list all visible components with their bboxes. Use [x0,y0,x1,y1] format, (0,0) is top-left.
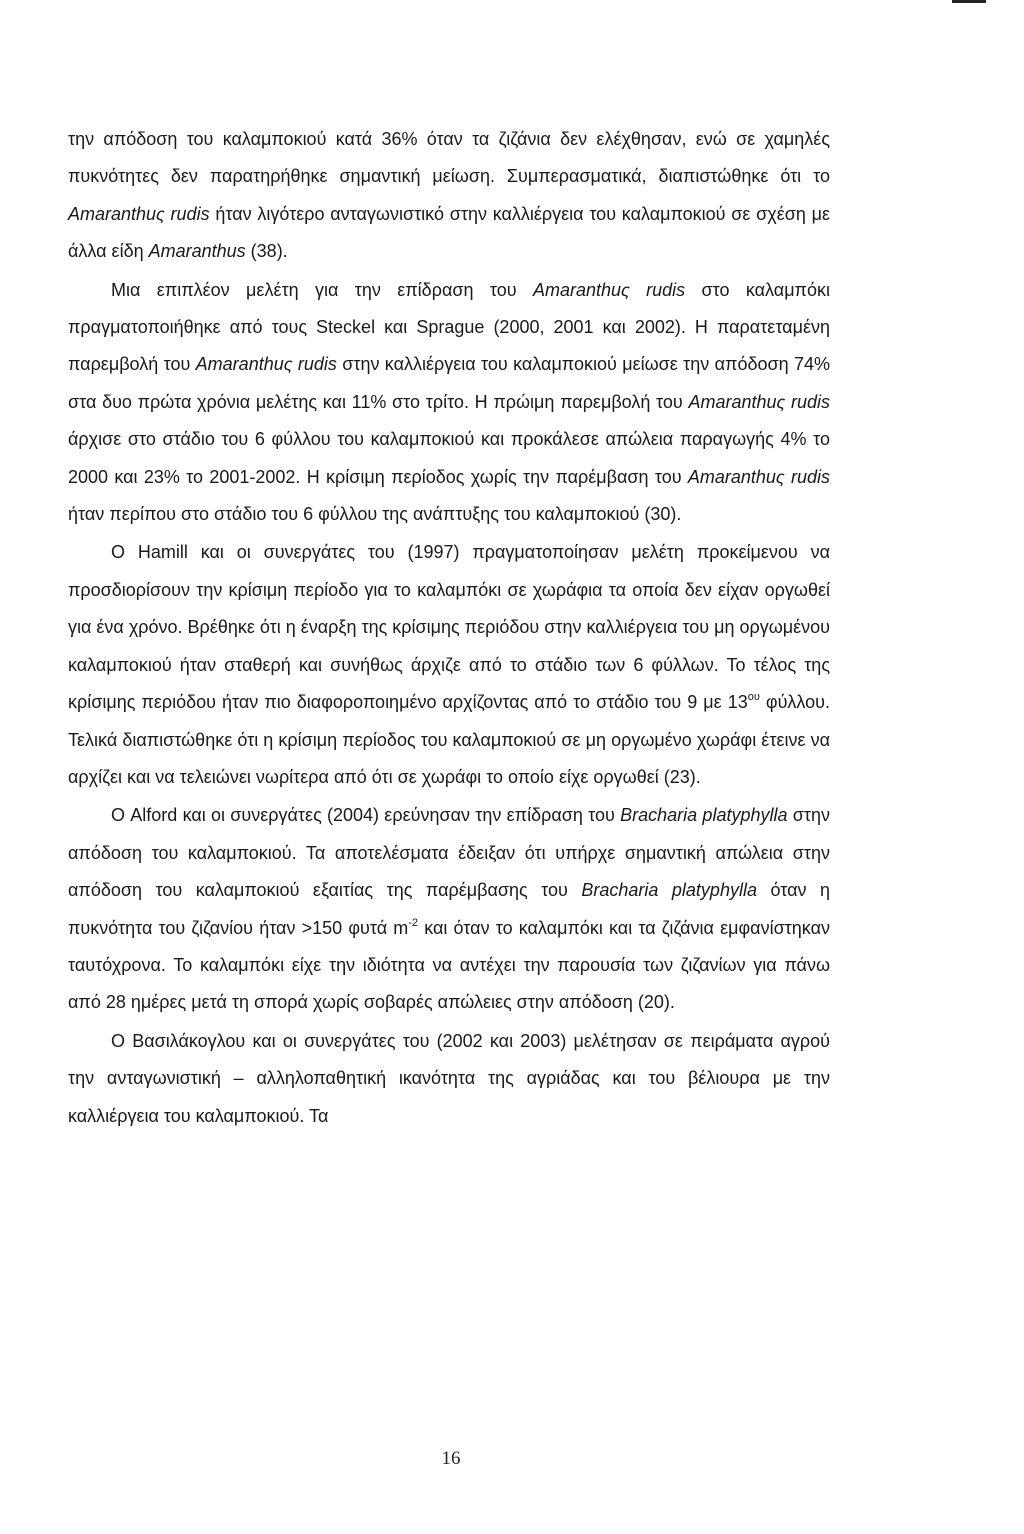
paragraph-text: ήταν περίπου στο στάδιο του 6 φύλλου της ανάπτυξης του καλαμποκιού (30). [68,504,682,525]
paragraph-text: και όταν το καλαμπόκι και τα ζιζάνια εμφανίστηκαν ταυτόχρονα. Το καλαμπόκι είχε την ιδιότητα να αντέχει την παρουσία των ζιζανίων για πάνω από 28 ημέρες μετά τη σπορά χωρίς σοβαρές απώλειες στην απόδοση (20). [68,917,830,1013]
paragraph-text: την απόδοση του καλαμποκιού κατά 36% όταν τα ζιζάνια δεν ελέχθησαν, ενώ σε χαμηλές πυκνότητες δεν παρατηρήθηκε σημαντική μείωση. Συμπερασματικά, διαπιστώθηκε ότι το [68,129,830,187]
page-number: 16 [441,1448,461,1469]
species-name: Bracharia platyphylla [581,880,757,901]
species-name: Amaranthuς rudis [68,203,210,224]
paragraph-text: άρχισε στο στάδιο του 6 φύλλου του καλαμποκιού και προκάλεσε απώλεια παραγωγής 4% το 2000 και 23% το 2001-2002. Η κρίσιμη περίοδος χωρίς την παρέμβαση του [68,429,830,487]
paragraph-text: Μια επιπλέον μελέτη για την επίδραση του [111,279,533,300]
paragraph-text: στο καλαμπόκι πραγματοποιήθηκε από τους Steckel και Sprague (2000, 2001 και 2002). Η παρατεταμένη παρεμβολή του [68,279,830,375]
species-name: Amaranthuς rudis [688,391,831,412]
paragraph-1 [68,121,830,271]
paragraph-text: Ο Hamill και οι συνεργάτες του (1997) πραγματοποίησαν μελέτη προκείμενου να προσδιορίσουν την κρίσιμη περίοδο για το καλαμπόκι σε χωράφια τα οποία δεν είχαν οργωθεί για ένα χρόνο. Βρέθηκε ότι η έναρξη της κρίσιμης περιόδου στην καλλιέργεια του μη οργωμένου καλαμποκιού ήταν σταθερή και συνήθως άρχιζε από το στάδιο των 6 φύλλων. Το τέλος της κρίσιμης περιόδου ήταν πιο διαφοροποιημένο αρχίζοντας από το στάδιο του 9 με 13 [68,542,831,713]
paragraph-text: φύλλου. Τελικά διαπιστώθηκε ότι η κρίσιμη περίοδος του καλαμποκιού σε μη οργωμένο χωράφι έτεινε να αρχίζει και να τελειώνει νωρίτερα από ότι σε χωράφι το οποίο είχε οργωθεί (23). [68,692,831,787]
unit-superscript: -2 [408,916,419,929]
species-name: Amaranthus [148,241,246,262]
paragraph-2 [68,272,830,534]
paragraph-text: Ο Βασιλάκογλου και οι συνεργάτες του (2002 και 2003) μελέτησαν σε πειράματα αγρού την ανταγωνιστική – αλληλοπαθητική ικανότητα της αγριάδας και του βέλιουρα με την καλλιέργεια του καλαμποκιού. Τα [68,1030,830,1126]
species-name: Amaranthuς rudis [195,354,337,375]
paragraph-4 [68,797,830,1021]
species-name: Amaranthuς rudis [687,466,830,487]
paragraph-text: όταν η πυκνότητα του ζιζανίου ήταν >150 φυτά m [68,880,830,938]
paragraph-text: ήταν λιγότερο ανταγωνιστικό στην καλλιέργεια του καλαμποκιού σε σχέση με άλλα είδη [68,203,830,262]
paragraph-5 [68,1023,830,1135]
species-name: Bracharia platyphylla [620,805,788,826]
paragraph-text: στην απόδοση του καλαμποκιού. Τα αποτελέσματα έδειξαν ότι υπήρχε σημαντική απώλεια στην απόδοση του καλαμποκιού εξαιτίας της παρέμβασης του [68,805,831,901]
paragraph-text: Ο Alford και οι συνεργάτες (2004) ερεύνησαν την επίδραση του [111,805,621,826]
page-body [68,121,830,1135]
paragraph-text: (38). [245,241,288,262]
species-name: Amaranthuς rudis [532,279,686,300]
ordinal-superscript: ου [747,691,760,704]
corner-scan-mark [952,0,986,3]
paragraph-3 [68,534,830,796]
paragraph-text: στην καλλιέργεια του καλαμποκιού μείωσε την απόδοση 74% στα δυο πρώτα χρόνια μελέτης και 11% στο τρίτο. Η πρώιμη παρεμβολή του [68,354,830,412]
